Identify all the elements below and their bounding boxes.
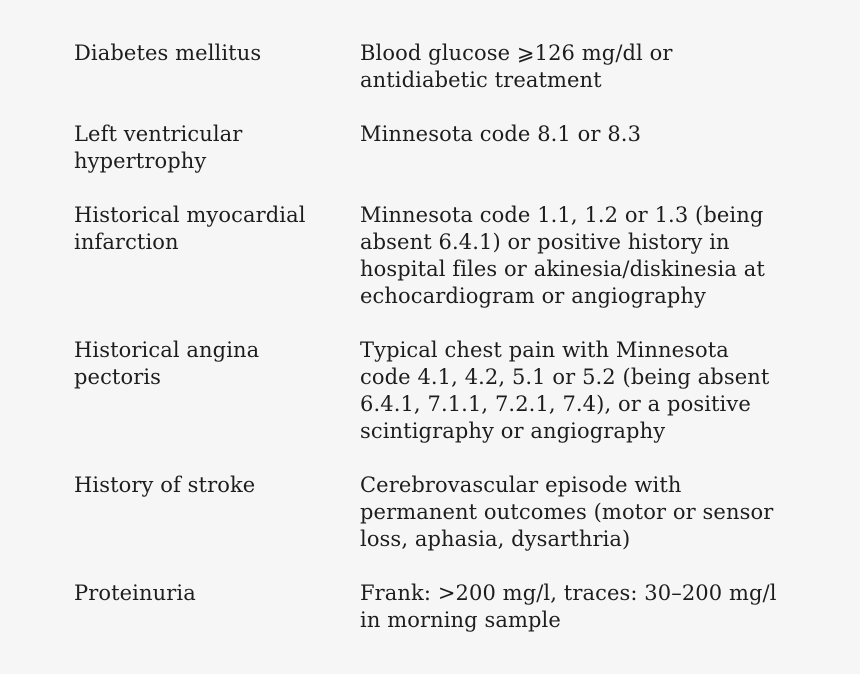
- term-cell: [74, 121, 360, 202]
- definition-text: loss, aphasia, dysarthria): [360, 527, 631, 551]
- definition-cell: [360, 202, 804, 337]
- table-row: [74, 121, 804, 202]
- table-row: [74, 580, 804, 634]
- definition-text: hospital files or akinesia/diskinesia at: [360, 257, 765, 281]
- definition-text: Cerebrovascular episode with: [360, 473, 682, 497]
- definition-text: code 4.1, 4.2, 5.1 or 5.2 (being absent: [360, 365, 770, 389]
- definitions-document: [74, 40, 804, 634]
- term-text: Historical myocardial: [74, 203, 306, 227]
- definition-text: absent 6.4.1) or positive history in: [360, 230, 730, 254]
- table-row: [74, 472, 804, 580]
- term-text: Proteinuria: [74, 581, 196, 605]
- table-row: [74, 202, 804, 337]
- definition-text: antidiabetic treatment: [360, 68, 602, 92]
- definition-cell: [360, 472, 804, 580]
- term-text: History of stroke: [74, 473, 256, 497]
- term-cell: [74, 580, 360, 634]
- definition-text: Minnesota code 1.1, 1.2 or 1.3 (being: [360, 203, 764, 227]
- table-row: [74, 40, 804, 121]
- definition-text: 6.4.1, 7.1.1, 7.2.1, 7.4), or a positive: [360, 392, 751, 416]
- definition-text: Minnesota code 8.1 or 8.3: [360, 122, 642, 146]
- definition-text: echocardiogram or angiography: [360, 284, 707, 308]
- definition-text: Blood glucose ⩾126 mg/dl or: [360, 41, 673, 65]
- definition-cell: [360, 337, 804, 472]
- definition-cell: [360, 40, 804, 121]
- term-text: Diabetes mellitus: [74, 41, 262, 65]
- definition-text: scintigraphy or angiography: [360, 419, 666, 443]
- term-text: infarction: [74, 230, 179, 254]
- definition-text: Frank: >200 mg/l, traces: 30–200 mg/l: [360, 581, 777, 605]
- definition-text: in morning sample: [360, 608, 561, 632]
- term-text: Historical angina: [74, 338, 260, 362]
- term-text: Left ventricular: [74, 122, 243, 146]
- definition-text: permanent outcomes (motor or sensor: [360, 500, 774, 524]
- term-cell: [74, 40, 360, 121]
- term-cell: [74, 337, 360, 472]
- table-row: [74, 337, 804, 472]
- term-cell: [74, 202, 360, 337]
- definition-cell: [360, 580, 804, 634]
- definition-cell: [360, 121, 804, 202]
- term-text: pectoris: [74, 365, 162, 389]
- term-text: hypertrophy: [74, 149, 207, 173]
- term-cell: [74, 472, 360, 580]
- definitions-table: [74, 40, 804, 634]
- definition-text: Typical chest pain with Minnesota: [360, 338, 729, 362]
